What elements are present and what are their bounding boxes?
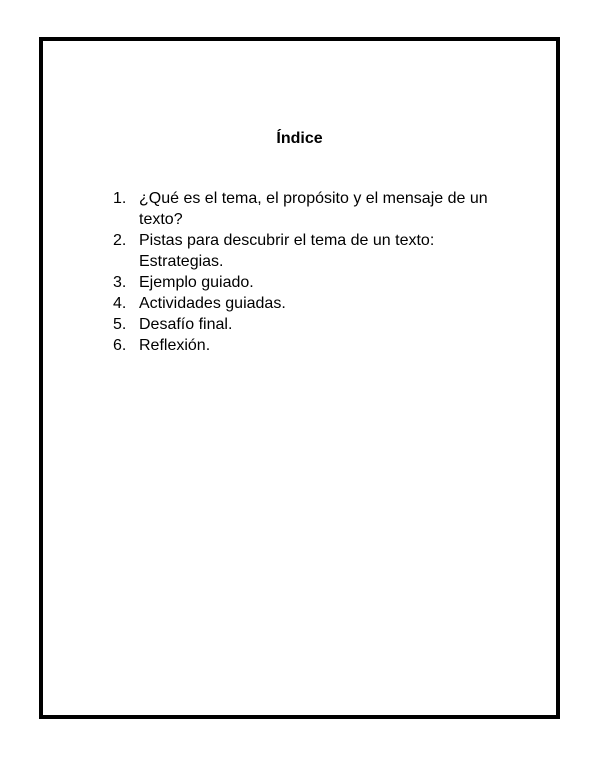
- toc-item-number: 6.: [113, 337, 127, 354]
- toc-item-text: Actividades guiadas.: [139, 295, 286, 312]
- toc-item-text: Ejemplo guiado.: [139, 274, 254, 291]
- table-of-contents: [113, 188, 503, 356]
- toc-item-6: [113, 335, 503, 356]
- page-frame: [39, 37, 560, 719]
- toc-item-4: [113, 293, 503, 314]
- toc-item-2: [113, 230, 503, 272]
- toc-item-number: 4.: [113, 295, 127, 312]
- toc-item-text: ¿Qué es el tema, el propósito y el mensaje de un texto?: [139, 190, 488, 228]
- toc-item-3: [113, 272, 503, 293]
- toc-item-1: [113, 188, 503, 230]
- toc-item-number: 1.: [113, 190, 127, 207]
- toc-item-text: Reflexión.: [139, 337, 211, 354]
- toc-item-number: 2.: [113, 232, 127, 249]
- document-title: Índice: [276, 130, 323, 147]
- toc-item-number: 3.: [113, 274, 127, 291]
- toc-item-text: Desafío final.: [139, 316, 233, 333]
- toc-item-5: [113, 314, 503, 335]
- toc-item-number: 5.: [113, 316, 127, 333]
- toc-item-text: Pistas para descubrir el tema de un texto: Estrategias.: [139, 232, 435, 270]
